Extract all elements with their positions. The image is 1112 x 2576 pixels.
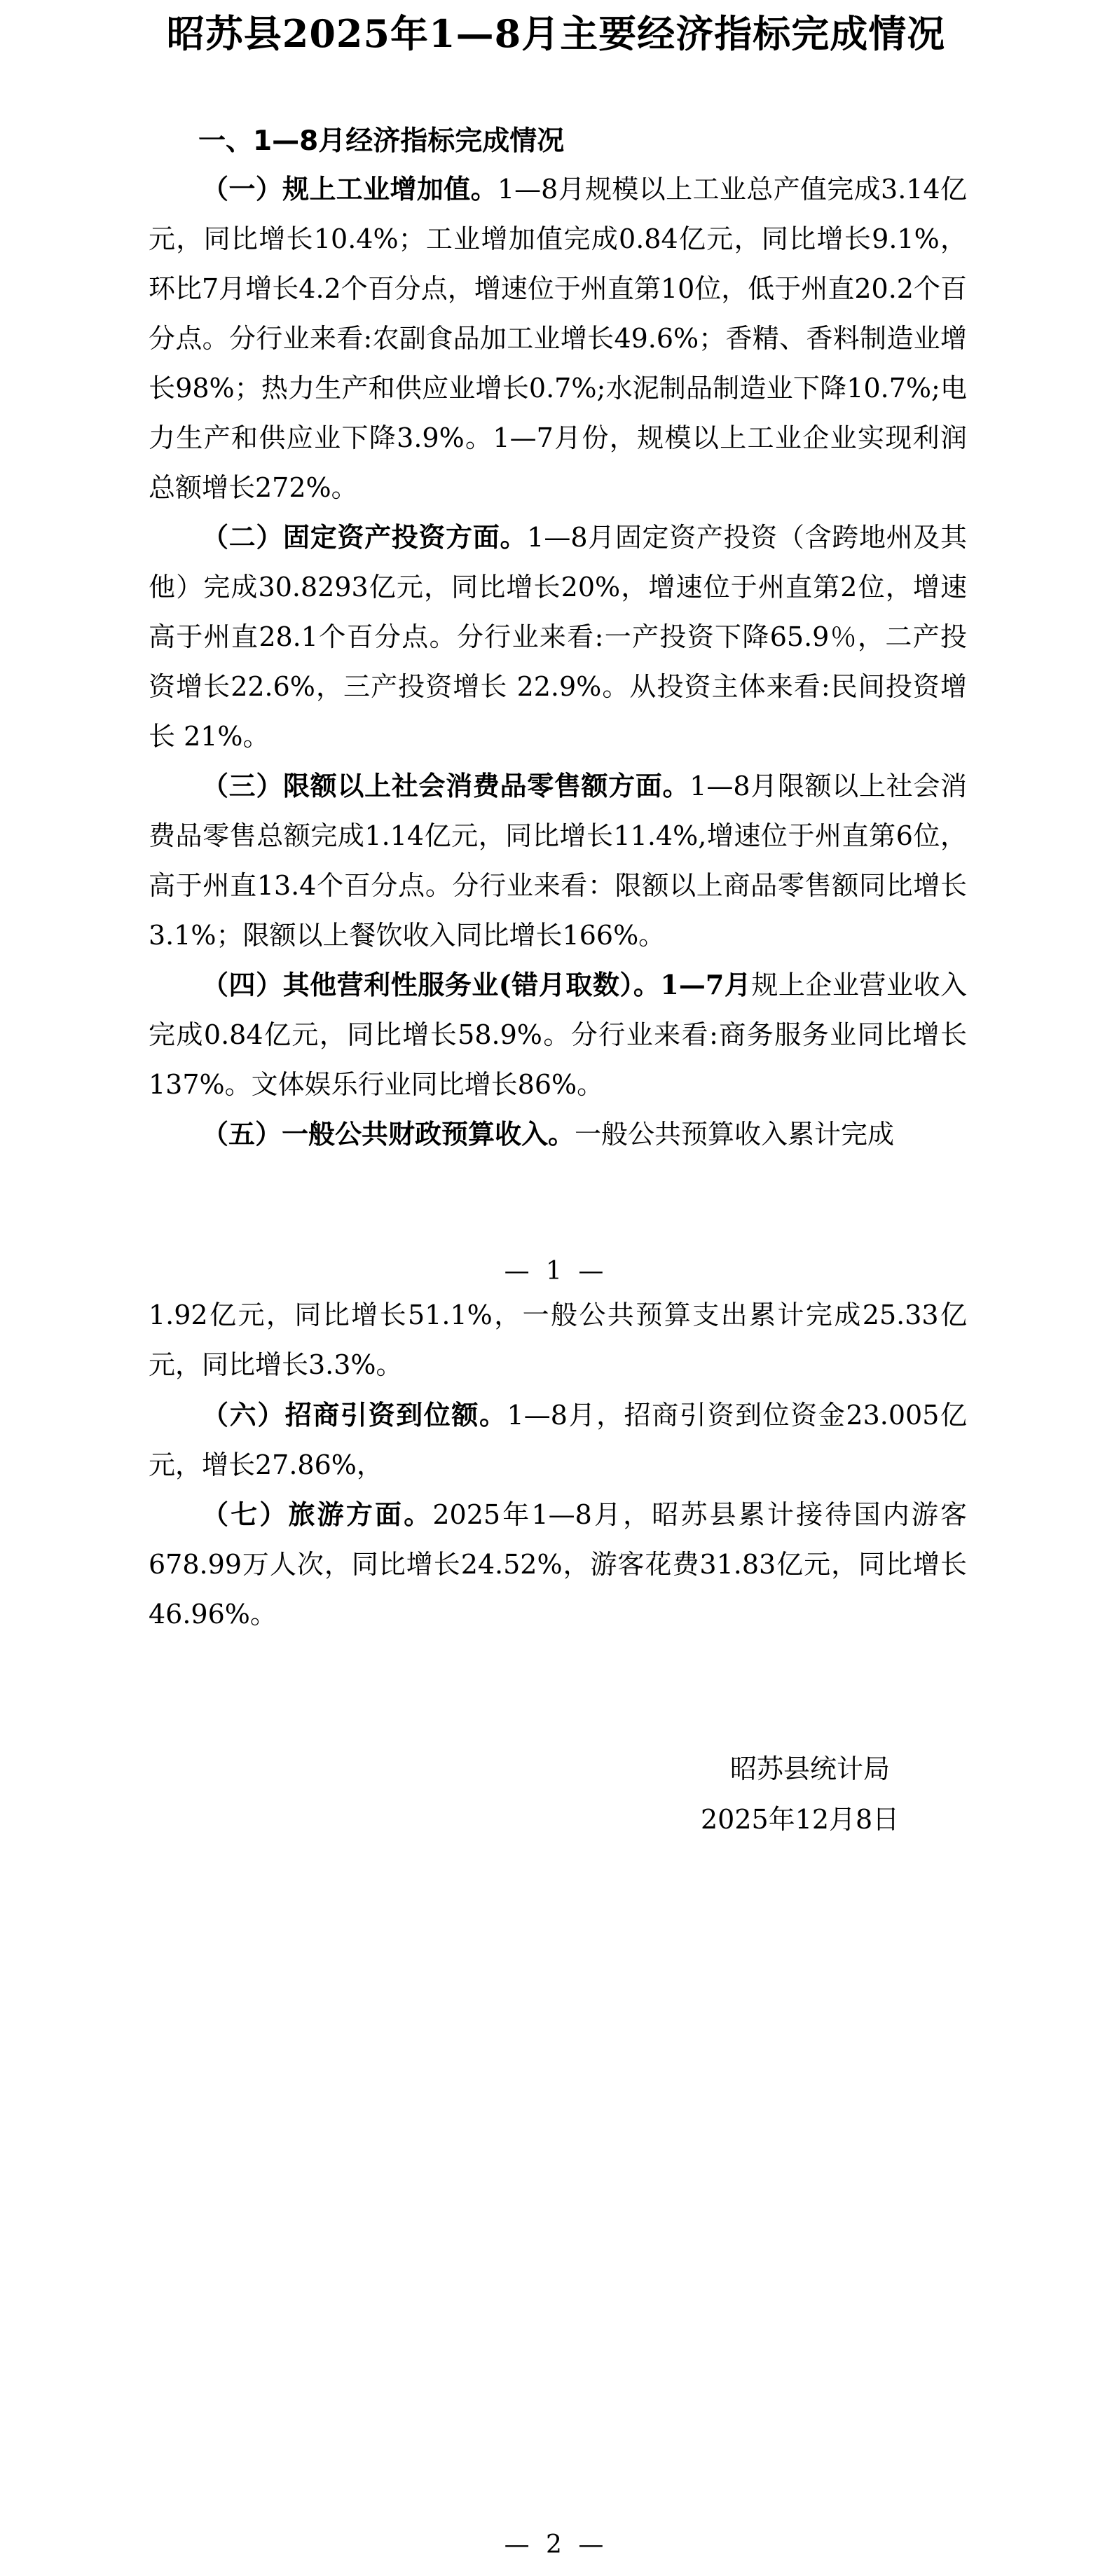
paragraph-tourism bbox=[149, 1489, 967, 1639]
page-number-2: — 2 — bbox=[504, 2530, 608, 2559]
paragraph-text: 1—8月固定资产投资（含跨地州及其他）完成30.8293亿元，同比增长20%，增速位于州直第2位，增速高于州直28.1个百分点。分行业来看:一产投资下降65.9％，二产投资增长22.6%，三产投资增长 22.9%。从投资主体来看:民间投资增长 21%。 bbox=[149, 522, 967, 752]
signature-date: 2025年12月8日 bbox=[701, 1804, 900, 1835]
paragraph-lead: （一）规上工业增加值。 bbox=[202, 173, 497, 205]
paragraph-text: 1—8月限额以上社会消费品零售总额完成1.14亿元，同比增长11.4%,增速位于州直第6位，高于州直13.4个百分点。分行业来看：限额以上商品零售额同比增长3.1%；限额以上餐饮收入同比增长166%。 bbox=[149, 771, 967, 951]
paragraph-services bbox=[149, 960, 967, 1110]
paragraph-lead: （二）固定资产投资方面。 bbox=[202, 521, 528, 553]
paragraph-lead: （三）限额以上社会消费品零售额方面。 bbox=[202, 770, 690, 801]
paragraph-lead: （五）一般公共财政预算收入。 bbox=[202, 1118, 575, 1150]
paragraph-text: 一般公共预算收入累计完成 bbox=[575, 1119, 895, 1150]
paragraph-lead-period: 1—7月 bbox=[660, 969, 752, 1000]
paragraph-text: 2025年1—8月，昭苏县累计接待国内游客678.99万人次，同比增长24.52%，游客花费31.83亿元，同比增长46.96%。 bbox=[149, 1499, 967, 1630]
paragraph-text: 1—8月，招商引资到位资金23.005亿元，增长27.86%， bbox=[149, 1400, 967, 1480]
section-heading: 一、1—8月经济指标完成情况 bbox=[198, 125, 565, 157]
paragraph-fiscal-continued: 1.92亿元，同比增长51.1%，一般公共预算支出累计完成25.33亿元，同比增长3.3%。 bbox=[149, 1300, 967, 1380]
page-number-1: — 1 — bbox=[504, 1257, 608, 1286]
paragraph-lead: （四）其他营利性服务业(错月取数）。 bbox=[202, 969, 661, 1000]
paragraph-fiscal-revenue bbox=[149, 1109, 967, 1159]
document-title: 昭苏县2025年1—8月主要经济指标完成情况 bbox=[166, 11, 946, 56]
paragraph-investment-attraction bbox=[149, 1390, 967, 1490]
signature-organization: 昭苏县统计局 bbox=[730, 1754, 891, 1784]
paragraph-text: 规上企业营业收入完成0.84亿元，同比增长58.9%。分行业来看:商务服务业同比增长137%。文体娱乐行业同比增长86%。 bbox=[149, 970, 967, 1100]
paragraph-industrial bbox=[149, 164, 967, 513]
paragraph-retail-sales bbox=[149, 761, 967, 960]
paragraph-lead: （六）招商引资到位额。 bbox=[202, 1399, 507, 1431]
paragraph-text: 1—8月规模以上工业总产值完成3.14亿元，同比增长10.4%；工业增加值完成0.84亿元，同比增长9.1%，环比7月增长4.2个百分点，增速位于州直第10位，低于州直20.2个百分点。分行业来看:农副食品加工业增长49.6%；香精、香料制造业增长98%；热力生产和供应业增长0.7%;水泥制品制造业下降10.7%;电力生产和供应业下降3.9%。1—7月份，规模以上工业企业实现利润总额增长272%。 bbox=[149, 174, 967, 503]
paragraph-fixed-investment bbox=[149, 512, 967, 762]
paragraph-lead: （七）旅游方面。 bbox=[202, 1499, 433, 1530]
